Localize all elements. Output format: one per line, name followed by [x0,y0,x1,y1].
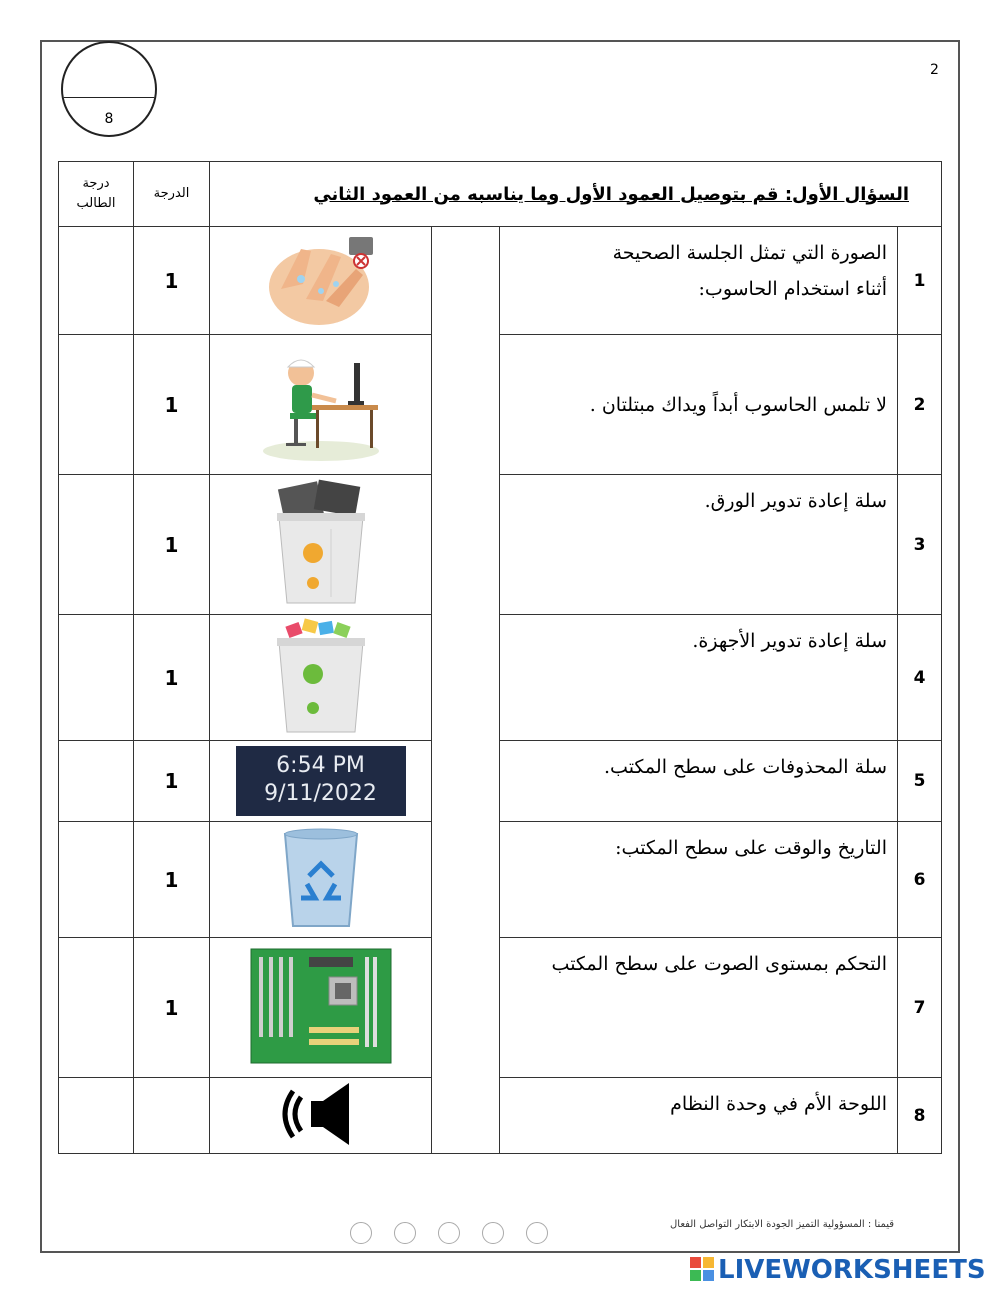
grade-cell: 1 [134,227,210,335]
table-row [59,615,942,741]
student-grade-cell[interactable] [59,741,134,822]
answer-image-cell[interactable] [210,615,432,741]
page-number: 2 [930,62,939,78]
question-table [58,161,942,1154]
statement-cell: سلة إعادة تدوير الأجهزة. [500,615,898,741]
student-grade-cell[interactable] [59,227,134,335]
footer-icons [350,1222,570,1248]
grade-cell: 1 [134,822,210,938]
device-recycle-bin-image[interactable] [271,479,371,607]
table-row [59,227,942,335]
answer-image-cell[interactable] [210,822,432,938]
table-row [59,938,942,1078]
statement-cell: التاريخ والوقت على سطح المكتب: [500,822,898,938]
paper-recycle-bin-image[interactable] [273,616,369,736]
statement-cell: سلة المحذوفات على سطح المكتب. [500,741,898,822]
total-score: 8 [104,111,114,127]
answer-image-cell[interactable] [210,741,432,822]
brand-name: LIVEWORKSHEETS [718,1255,986,1285]
footer-values: قيمنا : المسؤولية التميز الجودة الابتكار التواصل الفعال [670,1219,895,1230]
matching-gap [432,227,500,1154]
row-number: 2 [898,335,942,475]
recycle-bin-icon-image[interactable] [279,826,363,930]
answer-image-cell[interactable] [210,335,432,475]
hand-washing-image[interactable] [261,229,381,329]
table-row [59,822,942,938]
grade-header: الدرجة [134,162,210,227]
student-grade-cell[interactable] [59,475,134,615]
statement-cell: التحكم بمستوى الصوت على سطح المكتب [500,938,898,1078]
question-label: السؤال الأول [792,183,909,205]
liveworksheets-brand[interactable] [690,1255,986,1285]
student-grade-cell[interactable] [59,615,134,741]
handshake-icon [526,1222,548,1244]
row-number: 1 [898,227,942,335]
statement-cell: لا تلمس الحاسوب أبداً ويداك مبتلتان . [500,335,898,475]
values-icon [350,1222,372,1244]
row-number: 4 [898,615,942,741]
gear-icon [438,1222,460,1244]
table-row [59,335,942,475]
answer-image-cell[interactable] [210,1078,432,1154]
row-number: 3 [898,475,942,615]
grade-cell: 1 [134,475,210,615]
speaker-icon-image[interactable] [271,1079,371,1149]
statement-cell: اللوحة الأم في وحدة النظام [500,1078,898,1154]
answer-image-cell[interactable] [210,938,432,1078]
liveworksheets-logo-icon [690,1257,714,1281]
table-row [59,1078,942,1154]
table-row [59,475,942,615]
statement-cell: سلة إعادة تدوير الورق. [500,475,898,615]
correct-posture-image[interactable] [256,343,386,463]
question-title [210,162,942,227]
row-number: 6 [898,822,942,938]
statement-cell: الصورة التي تمثل الجلسة الصحيحة أثناء استخدام الحاسوب: [500,227,898,335]
student-grade-cell[interactable] [59,1078,134,1154]
clock-time: 6:54 PM [276,753,365,778]
grade-cell: 1 [134,938,210,1078]
score-circle [61,41,157,137]
row-number: 7 [898,938,942,1078]
grade-cell [134,1078,210,1154]
table-row [59,741,942,822]
student-grade-cell[interactable] [59,335,134,475]
grade-cell: 1 [134,335,210,475]
student-grade-header: درجة الطالب [59,162,134,227]
student-grade-cell[interactable] [59,938,134,1078]
clock-date: 9/11/2022 [264,781,377,806]
answer-image-cell[interactable] [210,227,432,335]
question-text: : قم بتوصيل العمود الأول وما يناسبه من العمود الثاني [313,183,793,205]
grade-cell: 1 [134,741,210,822]
answer-image-cell[interactable] [210,475,432,615]
motherboard-image[interactable] [249,947,393,1065]
student-grade-cell[interactable] [59,822,134,938]
clock-image[interactable] [236,746,406,816]
badge-icon [482,1222,504,1244]
row-number: 8 [898,1078,942,1154]
grade-cell: 1 [134,615,210,741]
row-number: 5 [898,741,942,822]
atom-icon [394,1222,416,1244]
